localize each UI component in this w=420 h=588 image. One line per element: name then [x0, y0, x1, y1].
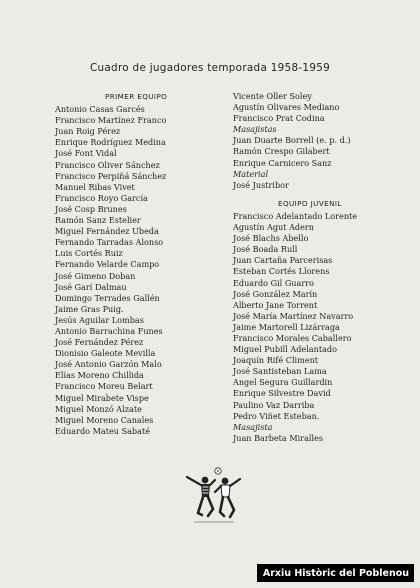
list-item: Ramón Crespo Gilabert: [233, 146, 330, 157]
list-item: Miguel Monzó Alzate: [55, 403, 142, 414]
list-item: Francisco Morales Caballero: [233, 332, 352, 343]
primer-equipo-heading: PRIMER EQUIPO: [105, 92, 168, 101]
list-item: Eduardo Gil Guarro: [233, 277, 314, 288]
primer-equipo-list: [55, 104, 225, 437]
list-item: José María Martínez Navarro: [233, 310, 354, 321]
list-item: Miguel Pubill Adelantado: [233, 344, 337, 355]
list-item: José Santisteban Lama: [233, 366, 327, 377]
primer-equipo-column: [55, 91, 225, 437]
list-item: Agustín Agut Adern: [233, 222, 314, 233]
list-item: José Gimeno Doban: [55, 270, 136, 281]
list-item: Francisco Martínez Franco: [55, 115, 167, 126]
list-item: Enrique Silvestre David: [233, 388, 331, 399]
list-item: José Fernández Pérez: [55, 337, 144, 348]
list-item: Manuel Ribas Vivet: [55, 181, 135, 192]
list-item: Jesús Aguilar Lombas: [55, 314, 144, 325]
page-title: Cuadro de jugadores temporada 1958-1959: [89, 62, 331, 74]
list-item: Francisco Perpiñá Sánchez: [55, 170, 167, 181]
list-item: Miguel Fernández Ubeda: [55, 226, 159, 237]
list-item: Dionisio Galeote Mevilla: [55, 348, 156, 359]
section-label: Masajistas: [233, 124, 277, 135]
list-item: Francisco Oliver Sánchez: [55, 159, 160, 170]
list-item: Juan Duarte Borrell (e. p. d.): [233, 135, 351, 146]
list-item: Vicente Oller Soley: [233, 91, 312, 101]
list-item: Paulino Vaz Darriba: [233, 399, 315, 410]
list-item: Antonio Barrachina Funes: [55, 325, 163, 336]
list-item: Juan Barbeta Miralles: [233, 432, 324, 443]
equipo-juvenil-heading: EQUIPO JUVENIL: [278, 198, 342, 208]
list-item: Juan Roig Pérez: [55, 126, 121, 137]
list-item: Angel Segura Guillardin: [233, 377, 333, 388]
list-item: Ramón Sanz Estelier: [55, 215, 141, 226]
list-item: Juan Cartaña Parcerisas: [233, 255, 333, 266]
list-item: Fernando Tarradas Alonso: [55, 237, 164, 248]
football-players-illustration: [184, 466, 244, 526]
list-item: Enrique Carnicero Sanz: [233, 157, 332, 168]
list-item: Luis Cortés Ruiz: [55, 248, 123, 259]
list-item: Eduardo Mateu Sabaté: [55, 425, 150, 436]
list-item: Fernando Velarde Campo: [55, 259, 160, 270]
list-item: Alberto Jane Torrent: [233, 299, 318, 310]
list-item: Enrique Rodríguez Medina: [55, 137, 166, 148]
list-item: José Antonio Garzón Malo: [55, 359, 162, 370]
list-item: José Justribor: [233, 179, 289, 190]
list-item: Elías Moreno Chillida: [55, 370, 144, 381]
list-item: Francisco Adelantado Lorente: [233, 210, 358, 221]
list-item: Joaquín Rifé Climent: [233, 355, 319, 366]
list-item: José Blachs Abello: [233, 233, 309, 244]
list-item: Francisco Royo García: [55, 192, 148, 203]
equipo-juvenil-list: [233, 211, 408, 444]
equipo-juvenil-section: [233, 198, 408, 444]
list-item: Antonio Casas Garcés: [55, 104, 145, 115]
staff-list: [233, 91, 408, 191]
list-item: Jaime Gras Puig.: [55, 303, 124, 314]
list-item: Esteban Cortés Llorens: [233, 266, 330, 277]
list-item: Miguel Mirabete Vispe: [55, 392, 149, 403]
archive-label: Arxiu Històric del Poblenou: [257, 564, 414, 582]
list-item: Miguel Moreno Canales: [55, 414, 154, 425]
list-item: Pedro Viñet Esteban.: [233, 410, 320, 421]
list-item: Francisco Prat Codina: [233, 113, 325, 124]
list-item: José Garí Dalmau: [55, 281, 127, 292]
list-item: Domingo Terrades Gallén: [55, 292, 160, 303]
list-item: José González Marín: [233, 288, 318, 299]
section-label: Masajista: [233, 421, 273, 432]
section-label: Material: [233, 168, 269, 179]
list-item: Agustín Olivares Mediano: [233, 102, 340, 113]
list-item: José Boada Rull: [233, 244, 298, 255]
staff-column: [233, 91, 408, 444]
list-item: José Cosp Brunes: [55, 203, 127, 214]
list-item: Jaime Martorell Lizárraga: [233, 321, 340, 332]
list-item: José Font Vidal: [55, 148, 117, 159]
list-item: Francisco Moreu Belart: [55, 381, 153, 392]
